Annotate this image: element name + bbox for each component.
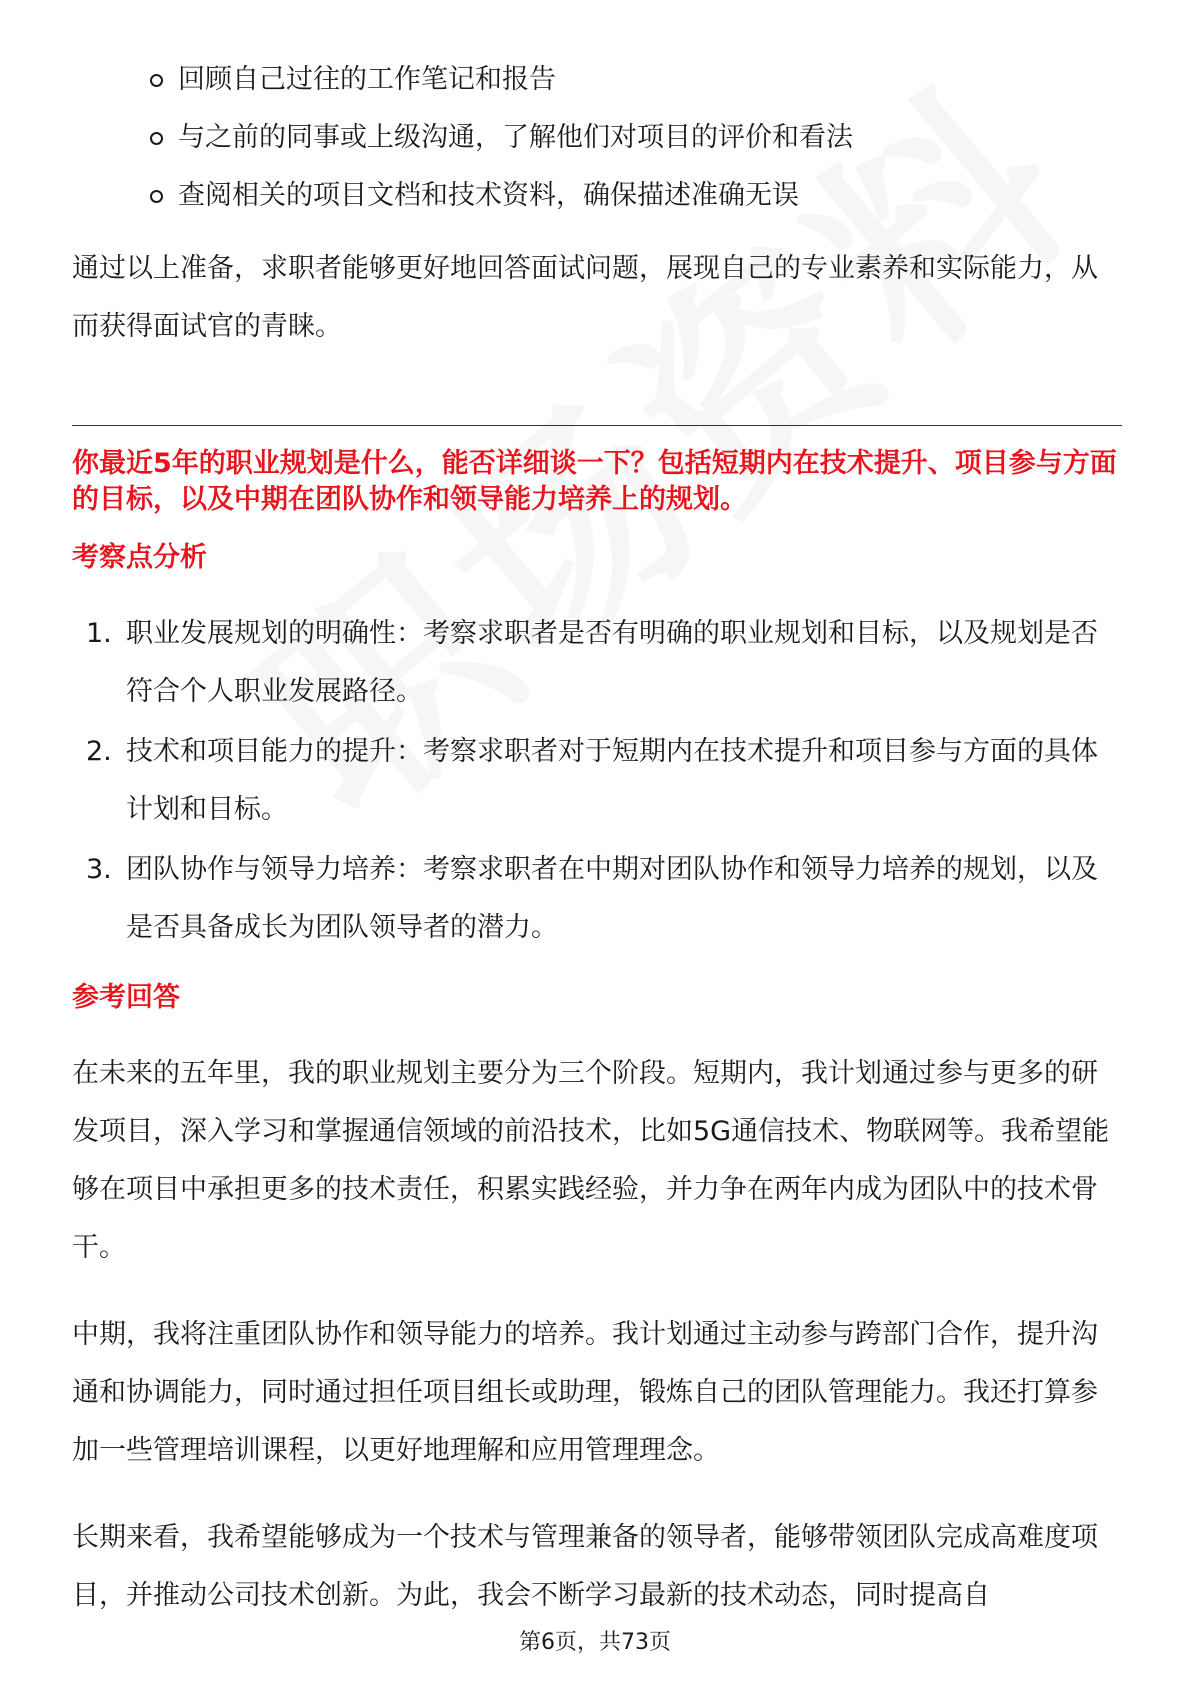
answer-paragraph: 长期来看，我希望能够成为一个技术与管理兼备的领导者，能够带领团队完成高难度项目，并推动公司技术创新。为此，我会不断学习最新的技术动态，同时提高自 [72,1522,1098,1611]
interview-question: 你最近5年的职业规划是什么，能否详细谈一下？包括短期内在技术提升、项目参与方面的目标，以及中期在团队协作和领导能力培养上的规划。 [72,448,1117,515]
list-item-text: 查阅相关的项目文档和技术资料，确保描述准确无误 [178,180,799,211]
answer-heading: 参考回答 [72,982,180,1013]
list-item [86,605,1122,721]
list-item [150,60,853,118]
list-item [86,723,1122,839]
list-item-number: 1. [86,618,112,649]
list-item-number: 3. [86,854,112,885]
list-item-text: 职业发展规划的明确性：考察求职者是否有明确的职业规划和目标，以及规划是否符合个人职业发展路径。 [126,618,1098,707]
analysis-list [86,605,1122,959]
list-item-text: 团队协作与领导力培养：考察求职者在中期对团队协作和领导力培养的规划，以及是否具备成长为团队领导者的潜力。 [126,854,1098,943]
list-item-number: 2. [86,736,112,767]
intro-conclusion-paragraph: 通过以上准备，求职者能够更好地回答面试问题，展现自己的专业素养和实际能力，从而获得面试官的青睐。 [72,253,1098,342]
answer-paragraph: 在未来的五年里，我的职业规划主要分为三个阶段。短期内，我计划通过参与更多的研发项目，深入学习和掌握通信领域的前沿技术，比如5G通信技术、物联网等。我希望能够在项目中承担更多的技术责任，积累实践经验，并力争在两年内成为团队中的技术骨干。 [72,1058,1110,1263]
top-bullet-list [150,60,853,234]
list-item [86,841,1122,957]
answer-paragraph: 中期，我将注重团队协作和领导能力的培养。我计划通过主动参与跨部门合作，提升沟通和协调能力，同时通过担任项目组长或助理，锻炼自己的团队管理能力。我还打算参加一些管理培训课程，以更好地理解和应用管理理念。 [72,1319,1098,1466]
page-number: 第6页，共73页 [519,1630,671,1655]
hollow-bullet-icon [150,74,163,87]
list-item [150,118,853,176]
list-item-text: 回顾自己过往的工作笔记和报告 [178,64,556,95]
list-item-text: 与之前的同事或上级沟通，了解他们对项目的评价和看法 [178,122,853,153]
list-item-text: 技术和项目能力的提升：考察求职者对于短期内在技术提升和项目参与方面的具体计划和目标。 [126,736,1098,825]
hollow-bullet-icon [150,132,163,145]
analysis-heading: 考察点分析 [72,542,207,573]
hollow-bullet-icon [150,190,163,203]
section-divider [72,425,1122,426]
list-item [150,176,853,234]
